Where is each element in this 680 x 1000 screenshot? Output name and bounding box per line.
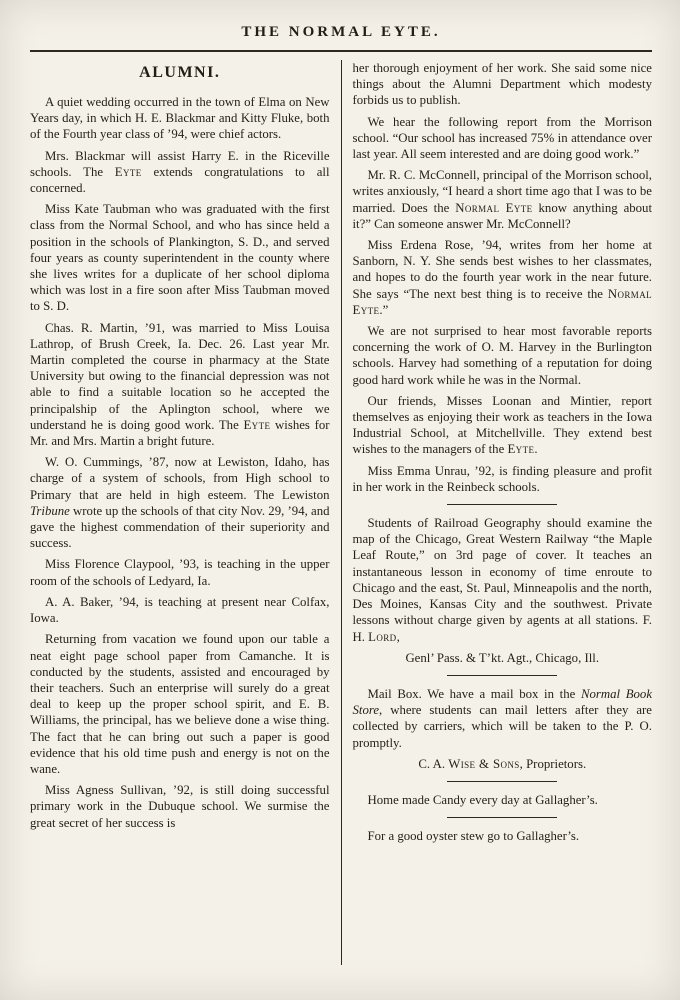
paragraph: For a good oyster stew go to Gallagher’s. bbox=[367, 829, 580, 844]
left-column-body bbox=[30, 94, 330, 831]
paragraph: Our friends, Misses Loonan and Mintier, report themselves as enjoying their work as teachers in the Iowa Industrial School, at Mitchellville. They extend best wishes to the managers of the Eyte. bbox=[352, 393, 652, 457]
section-heading-alumni: ALUMNI. bbox=[139, 64, 221, 81]
paragraph: Mr. R. C. McConnell, principal of the Morrison school, writes anxiously, “I heard a short time ago that I was to be married. Does the Normal Eyte know anything about it?” Can someone answer Mr. McConnell? bbox=[352, 168, 653, 231]
section-divider-rule bbox=[447, 675, 557, 676]
paragraph: Chas. R. Martin, ’91, was married to Miss Louisa Lathrop, of Brush Creek, Ia. Dec. 26. Last year Mr. Martin completed the course in pharmacy at the State University but owing to the financial depression was not able to find a suitable location so he accepted the principalship of the Aplington school, where we understand he is doing good work. The Eyte wishes for Mr. and Mrs. Martin a bright future. bbox=[30, 320, 330, 449]
signature-line: C. A. Wise & Sons, Proprietors. bbox=[418, 756, 587, 771]
paragraph: Returning from vacation we found upon our table a neat eight page school paper from Camanche. It is conducted by the students, assisted and encouraged by their teachers. Such an enterprise will surely do a great deal to keep up the proper school spirit, and E. B. Williams, the principal, has we believe done a wise thing. The fact that he can bring out such a paper is good evidence that his old time push and energy is not on the wane. bbox=[30, 632, 330, 776]
paragraph: Miss Agness Sullivan, ’92, is still doing successful primary work in the Dubuque school. We surmise the great secret of her success is bbox=[30, 783, 330, 830]
signature-line: Genl’ Pass. & T’kt. Agt., Chicago, Ill. bbox=[405, 650, 600, 665]
paragraph: Miss Florence Claypool, ’93, is teaching in the upper room of the schools of Ledyard, Ia. bbox=[30, 557, 330, 588]
columns bbox=[30, 60, 652, 965]
paragraph: Mrs. Blackmar will assist Harry E. in the Riceville schools. The Eyte extends congratulations to all concerned. bbox=[30, 148, 330, 196]
paragraph: A quiet wedding occurred in the town of Elma on New Years day, in which H. E. Blackmar and Kitty Fluke, both of the Fourth year class of ’94, were chief actors. bbox=[30, 95, 330, 142]
right-column bbox=[342, 60, 653, 965]
paragraph: her thorough enjoyment of her work. She said some nice things about the Alumni Department which modesty forbids us to publish. bbox=[352, 61, 652, 108]
section-divider-rule bbox=[447, 817, 557, 818]
header-rule bbox=[30, 50, 652, 52]
paragraph: Students of Railroad Geography should examine the map of the Chicago, Great Western Railway “the Maple Leaf Route,” on 3rd page of cover. It teaches an instantaneous lesson in economy of time enroute to Chicago and the east, St. Paul, Minneapolis and the north, Des Moines, Kansas City and the southwest. Private lessons without charge given by agents at all stations. F. H. Lord, bbox=[352, 516, 652, 644]
paragraph: Miss Erdena Rose, ’94, writes from her home at Sanborn, N. Y. She sends best wishes to her classmates, and hopes to do the fourth year work in the near future. She says “The next best thing is to receive the Normal Eyte.” bbox=[352, 238, 652, 317]
paragraph: We are not surprised to hear most favorable reports concerning the work of O. M. Harvey in the Burlington schools. Harvey had something of a reputation for doing good hard work while he was in the Normal. bbox=[352, 324, 652, 387]
masthead-title: THE NORMAL EYTE. bbox=[241, 24, 441, 40]
right-column-body bbox=[353, 60, 653, 844]
section-divider-rule bbox=[447, 781, 557, 782]
paragraph: Miss Kate Taubman who was graduated with the first class from the Normal School, and who has since held a position in the schools of Plankington, S. D., and served four years as county superintendent in the county where she lives writes for a duplicate of her school diploma which was lost in a fire soon after Miss Taubman moved to S. D. bbox=[30, 202, 330, 314]
paragraph: W. O. Cummings, ’87, now at Lewiston, Idaho, has charge of a system of schools, from High school to Primary that are held in high esteem. The Lewiston Tribune wrote up the schools of that city Nov. 29, ’94, and gave the highest commendation of their superiority and success. bbox=[30, 455, 330, 551]
paragraph: Home made Candy every day at Gallagher’s. bbox=[367, 792, 598, 807]
section-divider-rule bbox=[447, 504, 557, 505]
paragraph: A. A. Baker, ’94, is teaching at present near Colfax, Iowa. bbox=[30, 594, 330, 626]
paragraph: Mail Box. We have a mail box in the Normal Book Store, where students can mail letters after they are collected by carriers, which will be taken to the P. O. promptly. bbox=[352, 686, 652, 750]
paragraph: We hear the following report from the Morrison school. “Our school has increased 75% in attendance over last year. All seem interested and are doing good work.” bbox=[352, 114, 652, 162]
left-column bbox=[30, 60, 341, 965]
paragraph: Miss Emma Unrau, ’92, is finding pleasure and profit in her work in the Reinbeck schools. bbox=[352, 463, 652, 494]
